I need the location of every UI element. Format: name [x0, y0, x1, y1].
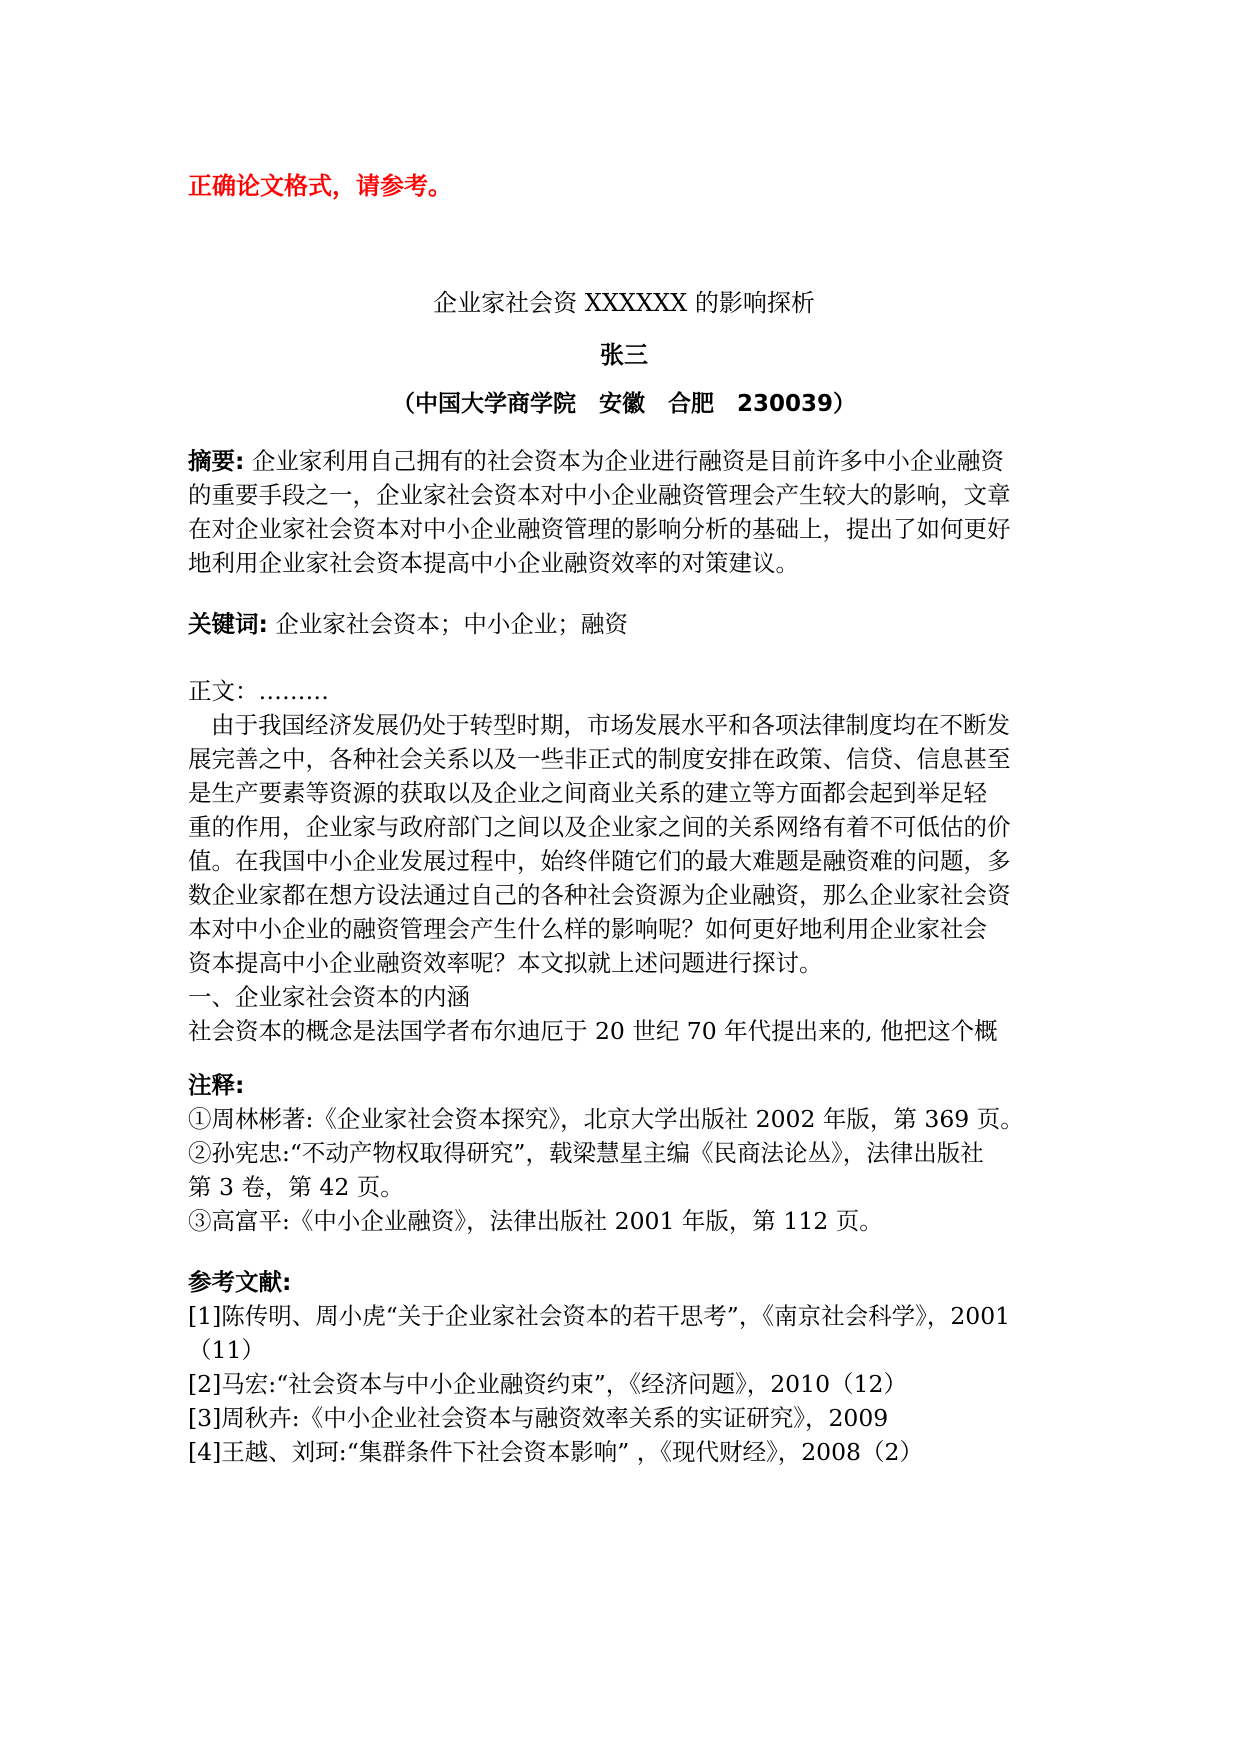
- references-section: [188, 1265, 1060, 1469]
- note-item: ①周林彬著:《企业家社会资本探究》，北京大学出版社 2002 年版，第 369 页。: [188, 1105, 1024, 1133]
- body-line: 值。在我国中小企业发展过程中，始终伴随它们的最大难题是融资难的问题，多: [188, 847, 1011, 875]
- keywords-label: 关键词:: [188, 610, 268, 638]
- author-name: 张三: [600, 341, 648, 369]
- reference-item: （11）: [188, 1336, 265, 1364]
- reference-item: [2]马宏:“社会资本与中小企业融资约束”，《经济问题》，2010（12）: [188, 1370, 907, 1398]
- section-heading: 一、企业家社会资本的内涵: [188, 983, 470, 1011]
- body-line: 本对中小企业的融资管理会产生什么样的影响呢？如何更好地利用企业家社会: [188, 915, 987, 943]
- body-line: 重的作用，企业家与政府部门之间以及企业家之间的关系网络有着不可低估的价: [188, 813, 1011, 841]
- paper-title: 企业家社会资 XXXXXX 的影响探析: [433, 289, 815, 317]
- body-line: 是生产要素等资源的获取以及企业之间商业关系的建立等方面都会起到举足轻: [188, 779, 987, 807]
- reference-item: [3]周秋卉:《中小企业社会资本与融资效率关系的实证研究》，2009: [188, 1404, 889, 1432]
- abstract-label: 摘要:: [188, 447, 245, 475]
- body-section: [188, 674, 1060, 1048]
- references-label: 参考文献:: [188, 1268, 292, 1296]
- abstract-line: 在对企业家社会资本对中小企业融资管理的影响分析的基础上，提出了如何更好: [188, 515, 1011, 543]
- abstract-line: 地利用企业家社会资本提高中小企业融资效率的对策建议。: [188, 549, 799, 577]
- notes-section: [188, 1068, 1060, 1238]
- body-line: 资本提高中小企业融资效率呢？本文拟就上述问题进行探讨。: [188, 949, 823, 977]
- note-item: ③高富平:《中小企业融资》，法律出版社 2001 年版，第 112 页。: [188, 1207, 883, 1235]
- abstract-text: 企业家利用自己拥有的社会资本为企业进行融资是目前许多中小企业融资: [251, 447, 1004, 475]
- notes-label: 注释:: [188, 1071, 245, 1099]
- reference-item: [1]陈传明、周小虎“关于企业家社会资本的若干思考”，《南京社会科学》，2001: [188, 1302, 1011, 1330]
- body-line: 由于我国经济发展仍处于转型时期，市场发展水平和各项法律制度均在不断发: [211, 711, 1010, 739]
- body-line: 展完善之中，各种社会关系以及一些非正式的制度安排在政策、信贷、信息甚至: [188, 745, 1011, 773]
- note-item: ②孙宪忠:“不动产物权取得研究”，载梁慧星主编《民商法论丛》，法律出版社: [188, 1139, 984, 1167]
- abstract-line: 的重要手段之一，企业家社会资本对中小企业融资管理会产生较大的影响，文章: [188, 481, 1011, 509]
- reference-item: [4]王越、刘珂:“集群条件下社会资本影响” ，《现代财经》，2008（2）: [188, 1438, 923, 1466]
- keywords-line: [188, 607, 1060, 641]
- note-item: 第 3 卷，第 42 页。: [188, 1173, 404, 1201]
- body-line: 数企业家都在想方设法通过自己的各种社会资源为企业融资，那么企业家社会资: [188, 881, 1011, 909]
- keywords-text: 企业家社会资本；中小企业；融资: [275, 610, 628, 638]
- abstract-line: [188, 444, 1060, 478]
- body-line: 社会资本的概念是法国学者布尔迪厄于 20 世纪 70 年代提出来的, 他把这个概: [188, 1017, 998, 1045]
- body-label: 正文：………: [188, 677, 329, 705]
- abstract-section: [188, 444, 1060, 580]
- author-affiliation: （中国大学商学院 安徽 合肥 230039）: [391, 391, 857, 417]
- keywords-section: [188, 607, 1060, 641]
- format-notice: 正确论文格式，请参考。: [188, 172, 452, 200]
